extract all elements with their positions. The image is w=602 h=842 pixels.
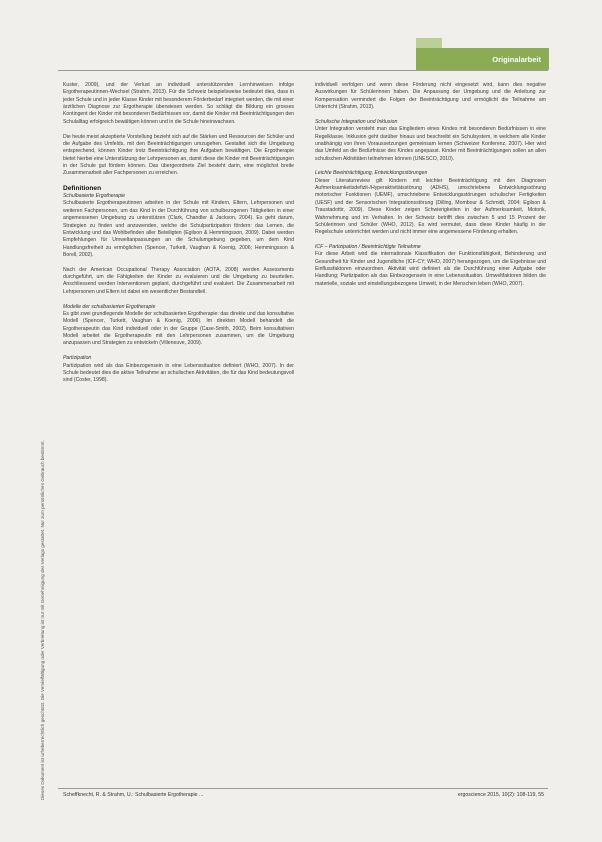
footer-citation: Scheffknecht, R. & Strahm, U.: Schulbasierte Ergotherapie ... bbox=[63, 792, 204, 798]
right-paragraph: Dieser Literaturreview gilt Kindern mit leichter Beeinträchtigung mit den Diagnosen Aufmerksamkeitsdefizit-/Hyperaktivitätsstörung (ADHS), umschriebene Entwicklungsstörung motorischer Funktionen (UEMF), umschriebene Entwicklungsstörungen schulischer Fertigkeiten (UESF) und der Sensorischen Integrationsstörung (Dilling, Mombour & Schmidt, 2004; Egilson & Traustadottir, 2009). Diese Kinder zeigen Schwierigkeiten in der Aufmerksamkeit, Motorik, Wahrnehmung und im Verhalten. In der Schweiz betrifft dies zwischen 5 und 15 Prozent der Schülerinnen und Schüler (WHO, 2012). Es wird vermutet, dass diese Kinder häufig in der Regelschule unterrichtet werden und nicht immer eine angemessene Förderung erhalten. bbox=[315, 177, 546, 236]
right-paragraph: Für diese Arbeit wird die internationale Klassifikation der Funktionsfähigkeit, Behinderung und Gesundheit für Kinder und Jugendliche (ICF-CY; WHO, 2007) herangezogen, um die Ergebnisse und Einflussfaktoren einzuordnen. Aktivität wird definiert als die Durchführung einer Aufgabe oder Handlung; Partizipation als das Einbezogensein in eine Lebenssituation. Umweltfaktoren bilden die materielle, soziale und einstellungsbezogene Umwelt, in der Menschen leben (WHO, 2007). bbox=[315, 251, 546, 287]
left-paragraph: Schulbasierte Ergotherapeutinnen arbeiten in der Schule mit Kindern, Eltern, Lehrpersonen und weiteren Fachpersonen, um das Kind in der Durchführung von schulbezogenen Tätigkeiten in einer angemessenen Umgebung zu unterstützen (Clark, Chandler & Jackson, 2004). Es geht darum, Strategien zu finden und anzuwenden, welche die Schulpartizipation fördern: das Lernen, die Entwicklung und das Wohlbefinden aller Beteiligten (Egilson & Hemmingsson, 2009). Dabei werden Empfehlungen für Umweltanpassungen an die Schulumgebung gegeben, um dem Kind Handlungsfreiheit zu ermöglichen (Spencer, Turkett, Vaughan & Koenig, 2006; Hemmingsson & Borell, 2002). bbox=[63, 200, 294, 258]
left-paragraph: Es gibt zwei grundlegende Modelle der schulbasierten Ergotherapie: das direkte und das konsultative Modell (Spencer, Turkett, Vaughan & Koenig, 2006). Im direkten Modell behandelt die Ergotherapeutin das Kind individuell oder in der Gruppe (Case-Smith, 2002). Beim konsultativen Modell arbeitet die Ergotherapeutin mit den Lehrpersonen zusammen, um die Umgebung anzupassen und Strategien zu entwickeln (Villeneuve, 2009). bbox=[63, 310, 294, 347]
left-paragraph: Kuster, 2009), und der Verlust an individuell unterstützenden Lernhinweisen infolge Ergotherapeutinnen-Wechsel (Strahm, 2013). Für die Schweiz beispielsweise bedeutet dies, dass in jeder Schule und in jeder Klasse Kinder mit besonderem Förderbedarf integriert werden, die mit einer ärztlichen Diagnose zur Ergotherapie überwiesen werden. So schlägt die Bildung ein grosses Kontingent der Kinder mit besonderen Bedürfnissen vor, damit die Kinder mit Beeinträchtigungen den Schulalltag erfolgreich bewältigen können und in die Schule hineinwachsen. bbox=[63, 82, 294, 125]
left-column bbox=[63, 82, 294, 782]
left-paragraph: Partizipation wird als das Einbezogensein in eine Lebenssituation definiert (WHO, 2007). In der Schule bedeutet dies die aktive Teilnahme an schulischen Aktivitäten, die für das Kind bedeutungsvoll sind (Coster, 1998). bbox=[63, 362, 294, 384]
right-paragraph: individuell verfolgen und wenn diese Förderung nicht eingesetzt wird, kann dies negative Auswirkungen für Schülerinnen haben. Die Anpassung der Umgebung und die Anleitung zur Kompensation vermindert die Folgen der Beeinträchtigung und ermöglicht die Teilnahme am Unterricht (Strahm, 2013). bbox=[315, 82, 546, 111]
right-paragraph: Unter Integration versteht man das Eingliedern eines Kindes mit besonderen Bedürfnissen in eine Regelklasse. Inklusion geht darüber hinaus und beschreibt ein Schulsystem, in welchem alle Kinder unabhängig von ihren Voraussetzungen gemeinsam lernen (Schweizer Konferenz, 2007). Hier wird das Umfeld an die Bedürfnisse des Kindes angepasst. Kinder mit Beeinträchtigungen sollen an allen schulischen Aktivitäten teilnehmen können (UNESCO, 2010). bbox=[315, 126, 546, 162]
left-paragraph: Nach der American Occupational Therapy Association (AOTA, 2008) werden Assessments durchgeführt, um die Fähigkeiten der Kinder zu evaluieren und die Umgebung zu beurteilen. Anschliessend werden Interventionen geplant, durchgeführt und evaluiert. Die Zusammenarbeit mit Lehrpersonen und Eltern ist dabei ein wesentlicher Bestandteil. bbox=[63, 266, 294, 295]
section-heading-definitionen: Definitionen bbox=[63, 185, 102, 193]
subheading-modelle: Modelle der schulbasierten Ergotherapie bbox=[63, 303, 156, 310]
copyright-sidebar bbox=[38, 100, 48, 800]
footer-rule bbox=[58, 788, 548, 789]
subheading-icf: ICF – Partizipation / Beeinträchtigte Teilnahme bbox=[315, 244, 421, 251]
subheading-schulbasierte-ergotherapie: Schulbasierte Ergotherapie bbox=[63, 193, 126, 200]
left-paragraph: Die heute meist akzeptierte Vorstellung bezieht sich auf die Stärken und Ressourcen der Schüler und die Aufgabe des Umfelds, mit den Beeinträchtigungen umzugehen. Gestaltet sich die Umgebung entsprechend, können Kinder trotz Beeinträchtigung ihre Aufgaben bewältigen. Die Ergotherapie bietet hierbei eine Unterstützung der Lehrpersonen an, damit diese die Kinder mit Beeinträchtigungen in der Schule gut fördern können. Das übergeordnete Ziel besteht darin, eine möglichst breite Zusammenarbeit aller Fachpersonen zu erreichen. bbox=[63, 133, 294, 177]
section-tab: Originalarbeit bbox=[416, 48, 549, 70]
subheading-integration-inklusion: Schulische Integration und Inklusion bbox=[315, 118, 398, 125]
header-rule bbox=[58, 70, 548, 71]
right-column bbox=[315, 82, 546, 782]
subheading-partizipation: Partizipation bbox=[63, 355, 92, 362]
subheading-leichte-beeintraechtigung: Leichte Beeinträchtigung, Entwicklungsstörungen bbox=[315, 170, 428, 177]
copyright-vertical-text: Dieses Dokument ist urheberrechtlich geschützt. Die Vervielfältigung oder Verbreitung ist nur mit Genehmigung des Verlags gestattet. Nur zum persönlichen Gebrauch bestimmt. bbox=[40, 440, 45, 800]
footer-journal: ergoscience 2015, 10(2): 108-119, 55 bbox=[457, 792, 544, 798]
